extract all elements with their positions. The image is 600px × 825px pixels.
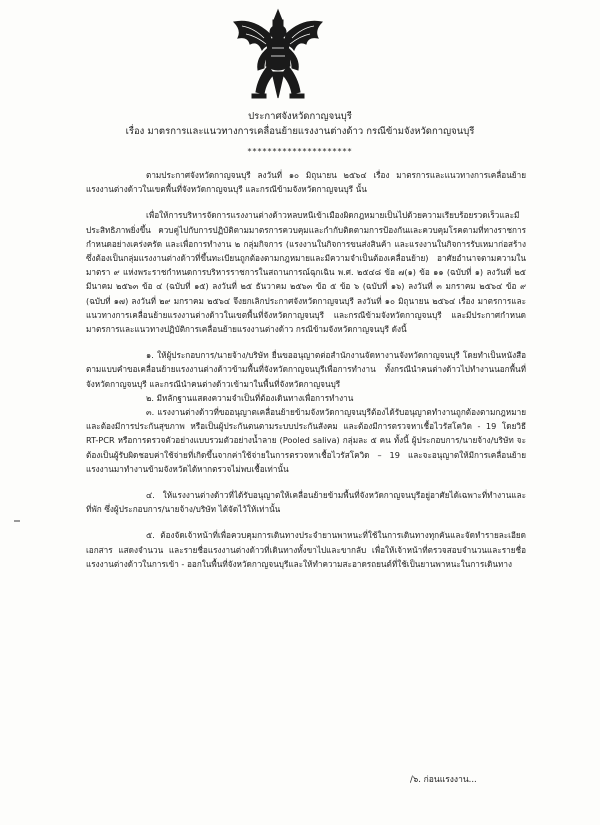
clause-3: ๓. แรงงานต่างด้าวที่ขออนุญาตเคลื่อนย้ายข้ามจังหวัดกาญจนบุรีต้องได้รับอนุญาตทำงานถูกต้องตามกฎหมายและต้องมีการประกันสุขภาพ หรือเป็นผู้ประกันตนตามระบบประกันสังคม และต้องมีการตรวจหาเชื้อไวรัสโควิด - 19 โดยวิธี RT-PCR หรือการตรวจตัวอย่างแบบรวมตัวอย่างน้ำลาย (Pooled saliva) กลุ่มละ ๕ คน ทั้งนี้ ผู้ประกอบการ/นายจ้าง/บริษัท จะต้องเป็นผู้รับผิดชอบค่าใช้จ่ายที่เกิดขึ้นจากค่าใช้จ่ายในการตรวจหาเชื้อไวรัสโควิด – 19 และจะอนุญาตให้มีการเคลื่อนย้ายแรงงานมาทำงานข้ามจังหวัดได้หากตรวจไม่พบเชื้อเท่านั้น (86, 407, 526, 474)
clause-5: ๕. ต้องจัดเจ้าหน้าที่เพื่อควบคุมการเดินทางประจำยานพาหนะที่ใช้ในการเดินทางทุกคันและจัดทำรายละเอียดเอกสาร แสดงจำนวน และรายชื่อแรงงานต่างด้าวที่เดินทางทั้งขาไปและขากลับ เพื่อให้เจ้าหน้าที่ตรวจสอบจำนวนและรายชื่อแรงงานต่างด้าวในการเข้า - ออกในพื้นที่จังหวัดกาญจนบุรีและให้ทำความสะอาดรถยนต์ที่ใช้เป็นยานพาหนะในการเดินทาง (86, 530, 526, 569)
page-continuation: /๖. ก่อนแรงงาน... (410, 775, 477, 785)
authority-paragraph: เพื่อให้การบริหารจัดการแรงงานต่างด้าวหลบหนีเข้าเมืองผิดกฎหมายเป็นไปด้วยความเรียบร้อยรวดเร็วและมีประสิทธิภาพยิ่งขึ้น ควบคู่ไปกับการปฏิบัติตามมาตรการควบคุมและกำกับติดตามการป้องกันและควบคุมโรคตามที่ทางราชการกำหนดอย่างเคร่งครัด และเพื่อการทำงาน ๒ กลุ่มกิจการ (แรงงานในกิจการขนส่งสินค้า และแรงงานในกิจการรับเหมาก่อสร้าง ซึ่งต้องเป็นกลุ่มแรงงานต่างด้าวที่ขึ้นทะเบียนถูกต้องตามกฎหมายและมีความจำเป็นต้องเคลื่อนย้าย) อาศัยอำนาจตามความในมาตรา ๙ แห่งพระราชกำหนดการบริหารราชการในสถานการณ์ฉุกเฉิน พ.ศ. ๒๕๔๘ ข้อ ๗(๑) ข้อ ๑๑ (ฉบับที่ ๑) ลงวันที่ ๒๕ มีนาคม ๒๕๖๓ ข้อ ๔ (ฉบับที่ ๑๕) ลงวันที่ ๒๕ ธันวาคม ๒๕๖๓ ข้อ ๕ ข้อ ๖ (ฉบับที่ ๑๖) ลงวันที่ ๓ มกราคม ๒๕๖๔ ข้อ ๙ (ฉบับที่ ๑๗) ลงวันที่ ๒๙ มกราคม ๒๕๖๔ จึงยกเลิกประกาศจังหวัดกาญจนบุรี ลงวันที่ ๑๐ มิถุนายน ๒๕๖๔ เรื่อง มาตรการและแนวทางการเคลื่อนย้ายแรงงานต่างด้าวในเขตพื้นที่จังหวัดกาญจนบุรี และกรณีข้ามจังหวัดกาญจนบุรี และมีประกาศกำหนดมาตรการและแนวทางปฏิบัติการเคลื่อนย้ายแรงงานต่างด้าว กรณีข้ามจังหวัดกาญจนบุรี ดังนี้ (86, 210, 526, 335)
announcement-subject: เรื่อง มาตรการและแนวทางการเคลื่อนย้ายแรงงานต่างด้าว กรณีข้ามจังหวัดกาญจนบุรี (125, 126, 475, 137)
clause-2: ๒. มีหลักฐานแสดงความจำเป็นที่ต้องเดินทางเพื่อการทำงาน (146, 392, 354, 403)
clause-4: ๔. ให้แรงงานต่างด้าวที่ได้รับอนุญาตให้เคลื่อนย้ายข้ามพื้นที่จังหวัดกาญจนบุรีอยู่อาศัยได้เฉพาะที่ทำงานและที่พัก ซึ่งผู้ประกอบการ/นายจ้าง/บริษัท ได้จัดไว้ให้เท่านั้น (86, 490, 526, 515)
garuda-emblem-icon (228, 8, 328, 106)
announcement-issuer: ประกาศจังหวัดกาญจนบุรี (248, 111, 352, 122)
document-body (86, 168, 526, 571)
separator-line: ********************* (247, 147, 353, 156)
intro-paragraph: ตามประกาศจังหวัดกาญจนบุรี ลงวันที่ ๑๐ มิถุนายน ๒๕๖๔ เรื่อง มาตรการและแนวทางการเคลื่อนย้ายแรงงานต่างด้าวในเขตพื้นที่จังหวัดกาญจนบุรี และกรณีข้ามจังหวัดกาญจนบุรี นั้น (86, 170, 526, 195)
margin-mark (14, 520, 20, 522)
clause-1: ๑. ให้ผู้ประกอบการ/นายจ้าง/บริษัท ยื่นขออนุญาตต่อสำนักงานจัดหางานจังหวัดกาญจนบุรี โดยทำเป็นหนังสือตามแบบคำขอเคลื่อนย้ายแรงงานต่างด้าวข้ามพื้นที่จังหวัดกาญจนบุรีเพื่อการทำงาน ทั้งกรณีนำคนต่างด้าวไปทำงานนอกพื้นที่จังหวัดกาญจนบุรี และกรณีนำคนต่างด้าวเข้ามาในพื้นที่จังหวัดกาญจนบุรี (86, 350, 526, 389)
